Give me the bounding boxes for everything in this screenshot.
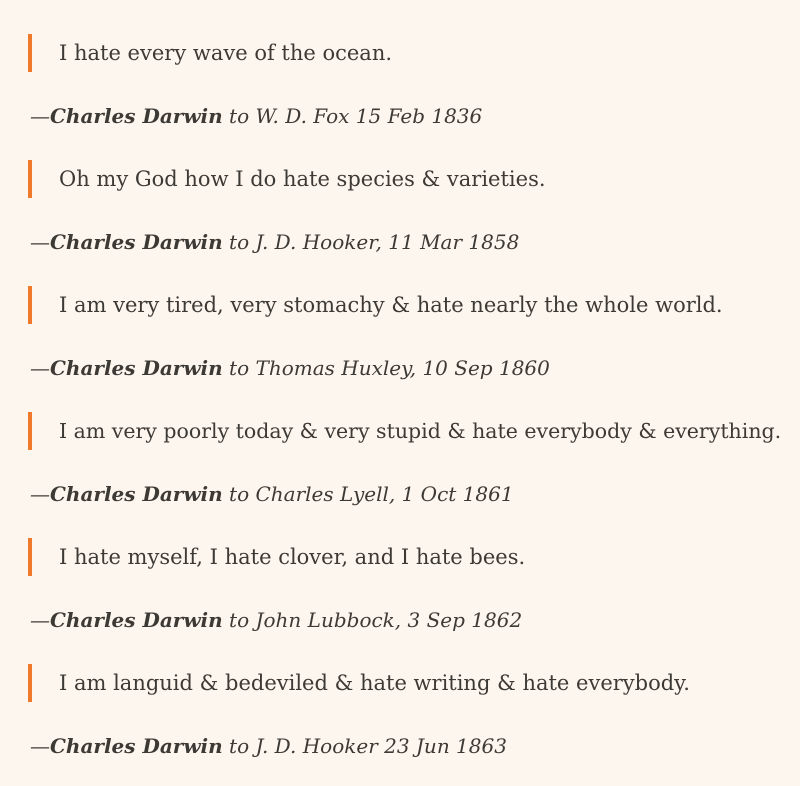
quote-recipient: to Thomas Huxley, 10 Sep 1860	[222, 356, 550, 380]
quote-recipient: to John Lubbock, 3 Sep 1862	[222, 608, 523, 632]
attribution-dash: —	[30, 230, 50, 254]
attribution-dash: —	[30, 608, 50, 632]
quote-attribution	[30, 730, 507, 762]
quote-entry	[0, 378, 800, 504]
quote-entry	[0, 630, 800, 756]
quote-recipient: to W. D. Fox 15 Feb 1836	[222, 104, 483, 128]
quote-text: I am very tired, very stomachy & hate nearly the whole world.	[28, 286, 723, 324]
quote-author: Charles Darwin	[50, 734, 223, 758]
quote-recipient: to Charles Lyell, 1 Oct 1861	[222, 482, 514, 506]
quote-author: Charles Darwin	[50, 482, 223, 506]
quote-recipient: to J. D. Hooker, 11 Mar 1858	[222, 230, 520, 254]
quote-author: Charles Darwin	[50, 230, 223, 254]
quote-entry	[0, 126, 800, 252]
attribution-dash: —	[30, 104, 50, 128]
quote-author: Charles Darwin	[50, 356, 223, 380]
attribution-dash: —	[30, 482, 50, 506]
quote-text: I am languid & bedeviled & hate writing & hate everybody.	[28, 664, 690, 702]
quote-recipient: to J. D. Hooker 23 Jun 1863	[222, 734, 507, 758]
quote-text: I hate every wave of the ocean.	[28, 34, 392, 72]
quote-text: I hate myself, I hate clover, and I hate bees.	[28, 538, 525, 576]
quote-text: I am very poorly today & very stupid & hate everybody & everything.	[28, 412, 781, 450]
quote-entry	[0, 504, 800, 630]
quote-author: Charles Darwin	[50, 104, 223, 128]
attribution-dash: —	[30, 356, 50, 380]
quote-entry	[0, 0, 800, 126]
attribution-dash: —	[30, 734, 50, 758]
quote-text: Oh my God how I do hate species & varieties.	[28, 160, 546, 198]
quote-entry	[0, 252, 800, 378]
quote-author: Charles Darwin	[50, 608, 223, 632]
